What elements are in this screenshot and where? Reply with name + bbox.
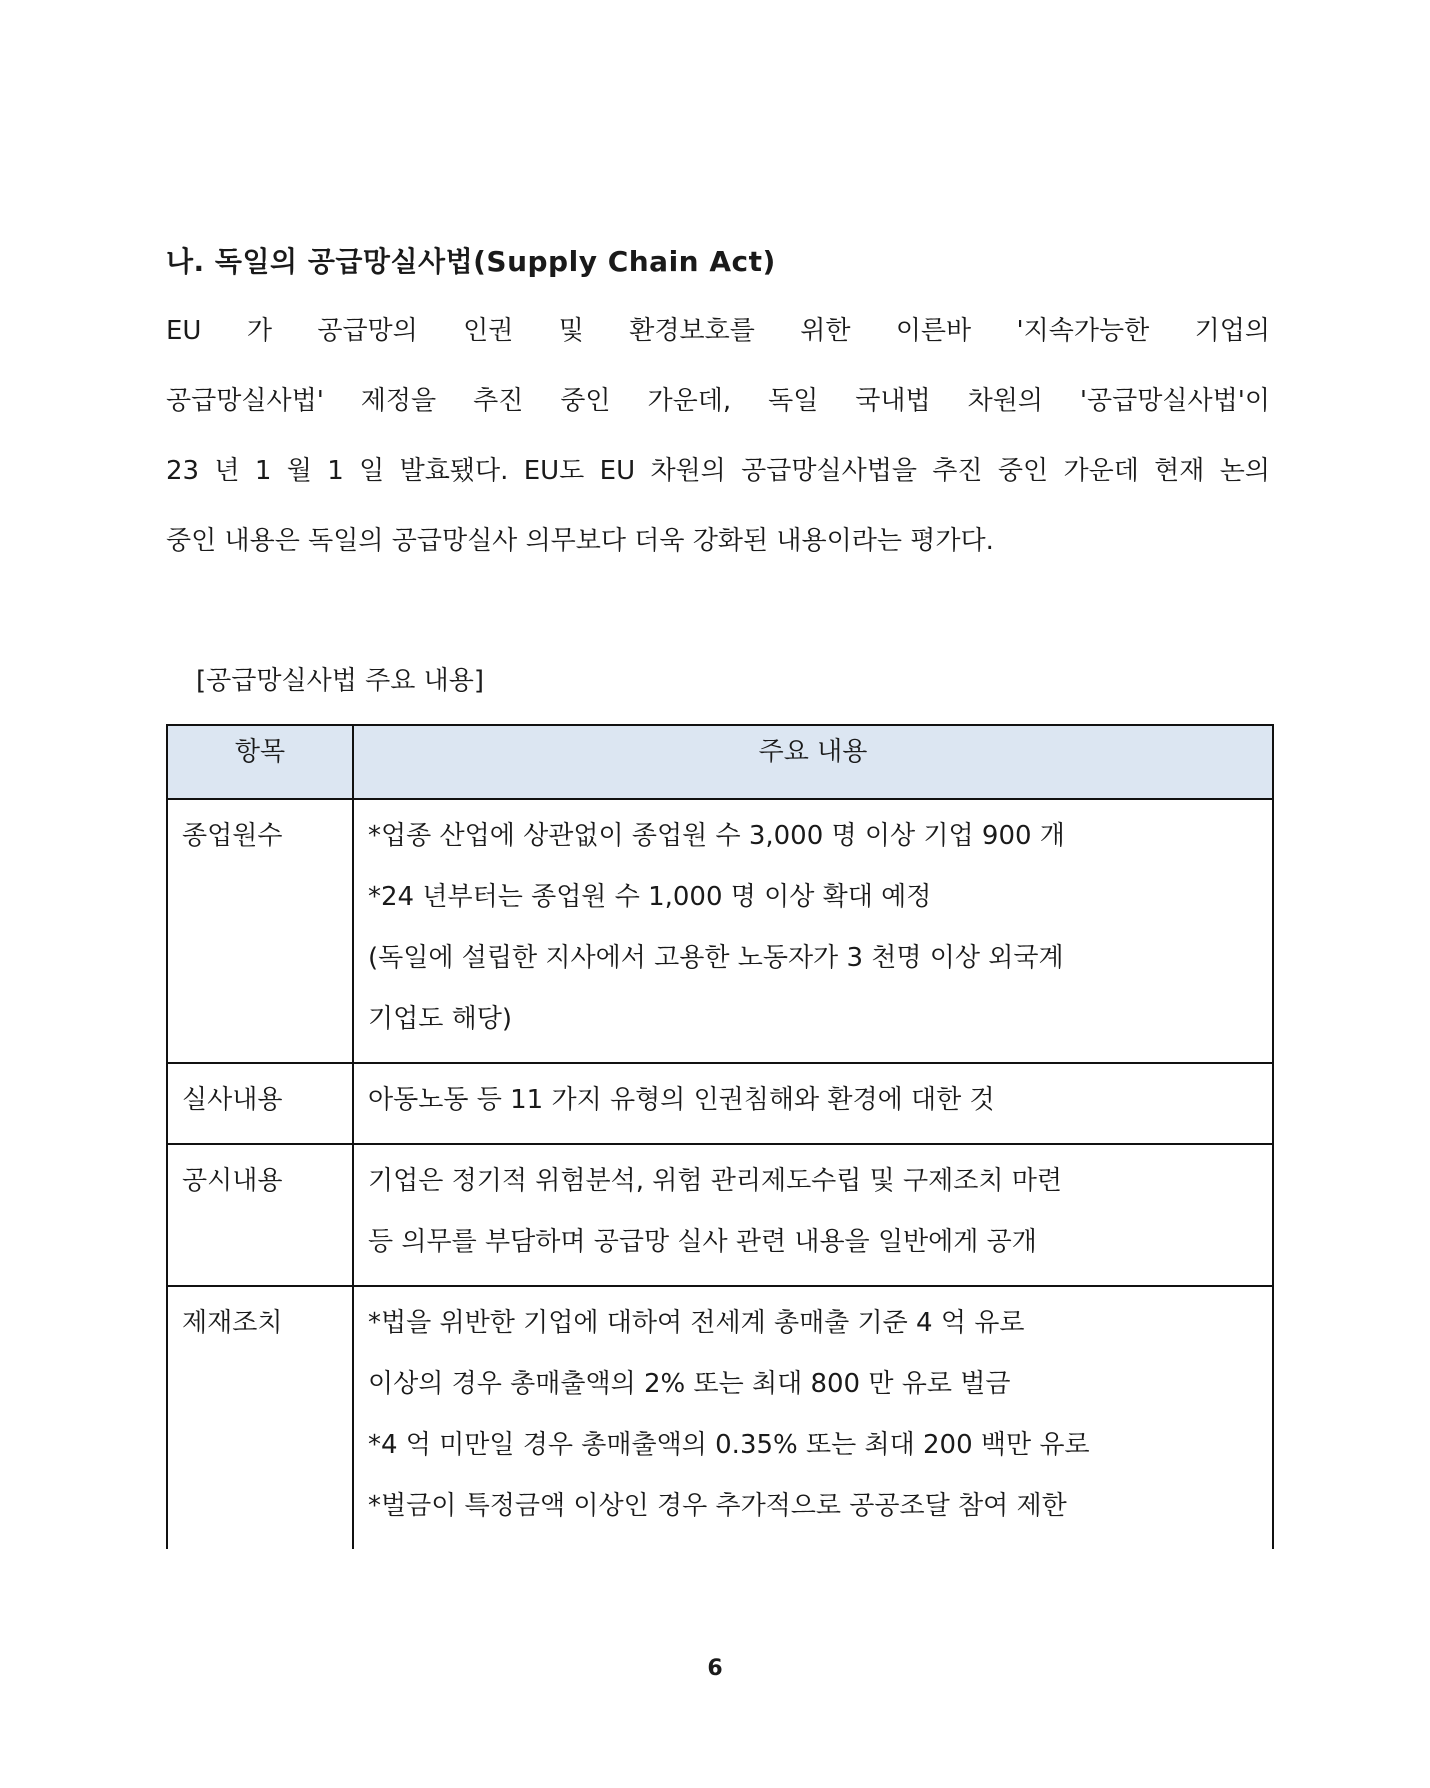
header-main-content: 주요 내용 [353,725,1273,799]
content-line: 이상의 경우 총매출액의 2% 또는 최대 800 만 유로 벌금 [368,1369,1011,1399]
content-line: 기업도 해당) [368,1004,512,1034]
body-paragraph-line-3: 23 년 1 월 1 일 발효됐다. EU도 EU 차원의 공급망실사법을 추진 중인 가운데 현재 논의 [166,456,1270,486]
table-row [167,1144,1273,1286]
row-item-label: 공시내용 [167,1144,353,1286]
table-header-row [167,725,1273,799]
table-row [167,1063,1273,1144]
body-paragraph-line-2: 공급망실사법' 제정을 추진 중인 가운데, 독일 국내법 차원의 '공급망실사법'이 [166,386,1270,416]
content-line: 아동노동 등 11 가지 유형의 인권침해와 환경에 대한 것 [368,1085,995,1115]
table-row [167,1286,1273,1549]
row-item-label: 실사내용 [167,1063,353,1144]
content-line: 등 의무를 부담하며 공급망 실사 관련 내용을 일반에게 공개 [368,1227,1037,1257]
header-item: 항목 [167,725,353,799]
body-paragraph-line-1: EU 가 공급망의 인권 및 환경보호를 위한 이른바 '지속가능한 기업의 [166,316,1270,346]
row-content [353,1144,1273,1286]
page-number: 6 [707,1656,723,1681]
content-line: *법을 위반한 기업에 대하여 전세계 총매출 기준 4 억 유로 [368,1308,1025,1338]
content-line: (독일에 설립한 지사에서 고용한 노동자가 3 천명 이상 외국계 [368,943,1064,973]
content-line: *4 억 미만일 경우 총매출액의 0.35% 또는 최대 200 백만 유로 [368,1430,1090,1460]
content-line: 기업은 정기적 위험분석, 위험 관리제도수립 및 구제조치 마련 [368,1166,1063,1196]
row-content [353,799,1273,1063]
section-heading: 나. 독일의 공급망실사법(Supply Chain Act) [166,245,776,278]
table-row [167,799,1273,1063]
table-caption: [공급망실사법 주요 내용] [196,666,484,696]
content-line: *업종 산업에 상관없이 종업원 수 3,000 명 이상 기업 900 개 [368,821,1065,851]
content-line: *벌금이 특정금액 이상인 경우 추가적으로 공공조달 참여 제한 [368,1491,1067,1521]
row-item-label: 종업원수 [167,799,353,1063]
content-line: *24 년부터는 종업원 수 1,000 명 이상 확대 예정 [368,882,932,912]
row-content [353,1286,1273,1549]
row-item-label: 제재조치 [167,1286,353,1549]
body-paragraph-line-4: 중인 내용은 독일의 공급망실사 의무보다 더욱 강화된 내용이라는 평가다. [166,526,994,556]
supply-chain-act-table [166,724,1274,1549]
row-content [353,1063,1273,1144]
